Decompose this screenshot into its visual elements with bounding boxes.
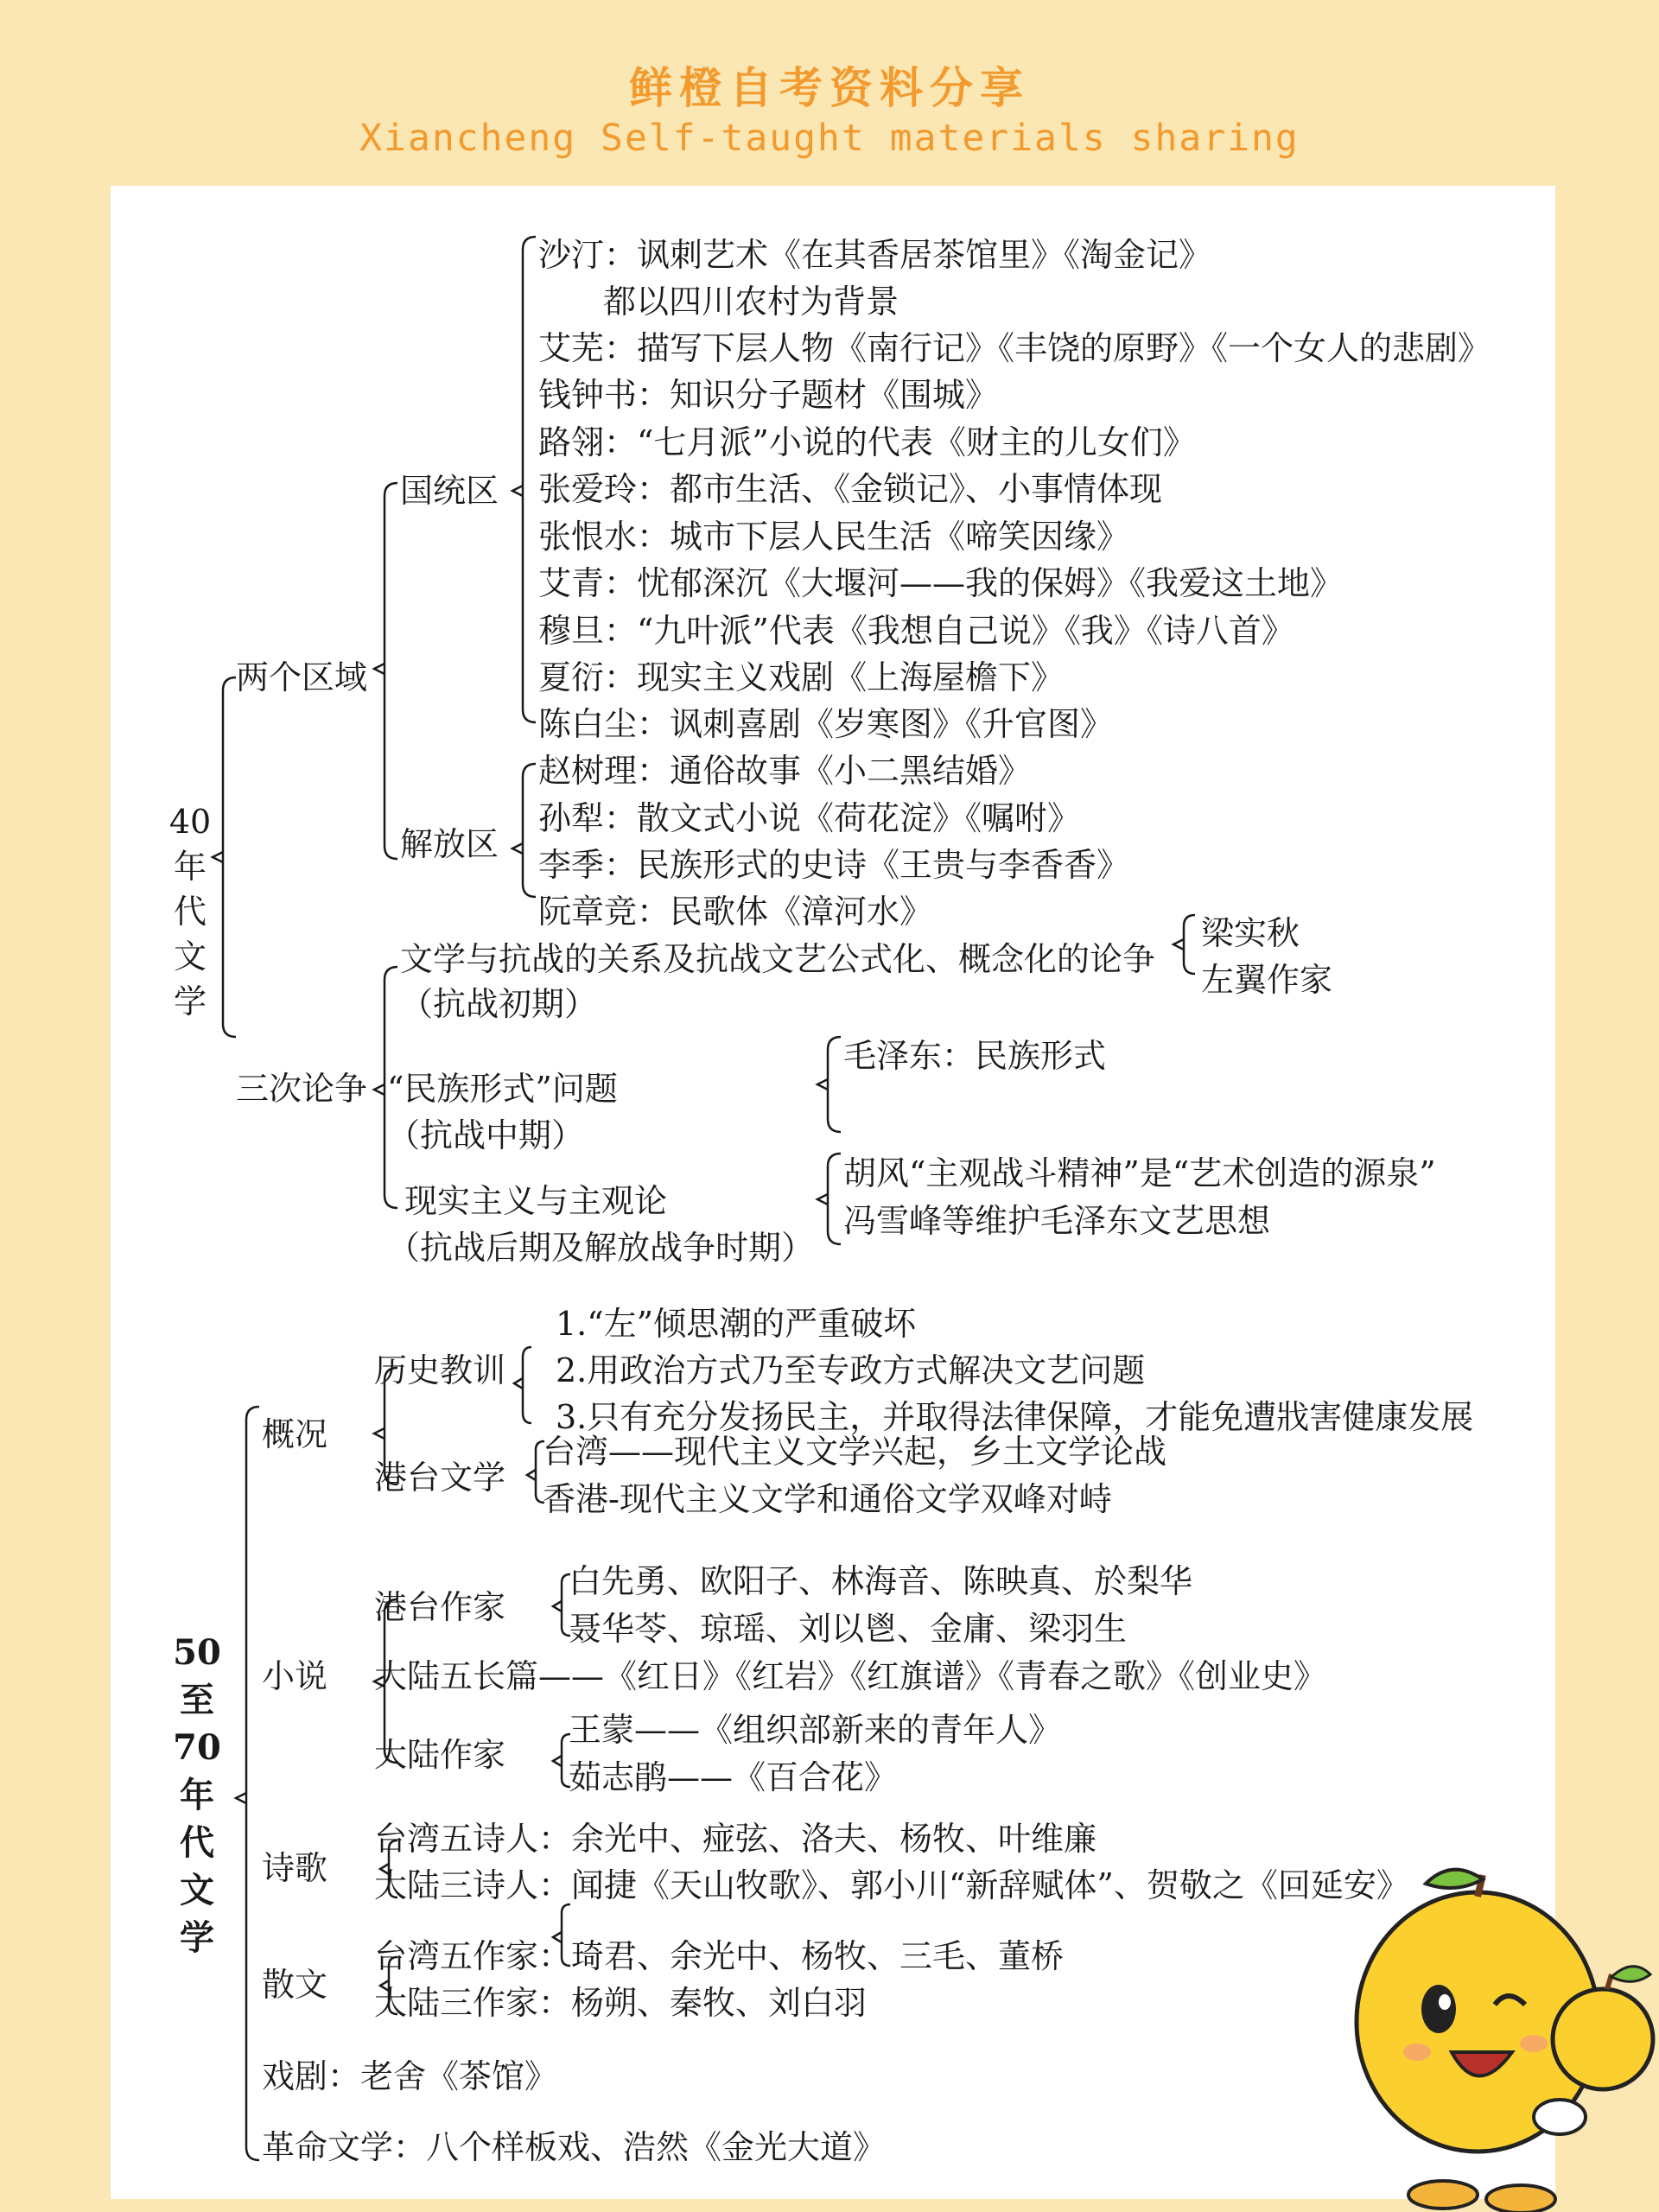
node-jfq: 解放区 [400, 825, 499, 863]
header-title: 鲜橙自考资料分享 [629, 63, 1030, 113]
debate3-note: 胡风“主观战斗精神”是“艺术创造的源泉” [843, 1154, 1436, 1192]
mainland-writers-item: 王蒙——《组织部新来的青年人》 [569, 1711, 1062, 1749]
node-hk-tw-lit: 港台文学 [374, 1459, 506, 1497]
node-hk-tw-writers: 港台作家 [374, 1588, 506, 1626]
root-40s: 40 年 代 文 学 [168, 803, 212, 1020]
node-revolution: 革命文学：八个样板戏、浩然《金光大道》 [262, 2128, 887, 2166]
node-drama: 戏剧：老舍《茶馆》 [262, 2057, 558, 2095]
gtq-item: 钱钟书：知识分子题材《围城》 [538, 376, 999, 414]
debate1-period: （抗战初期） [400, 985, 598, 1023]
mainland-writers-item: 茹志鹃——《百合花》 [569, 1758, 898, 1796]
hk-tw-lit-item: 香港-现代主义文学和通俗文学双峰对峙 [543, 1480, 1112, 1518]
debate1-side: 左翼作家 [1201, 961, 1333, 999]
hk-tw-writers-item: 白先勇、欧阳子、林海音、陈映真、於梨华 [569, 1562, 1193, 1600]
gtq-item: 沙汀：讽刺艺术《在其香居茶馆里》《淘金记》 [538, 236, 1212, 274]
debate1-title: 文学与抗战的关系及抗战文艺公式化、概念化的论争 [400, 940, 1156, 978]
node-overview: 概况 [262, 1415, 328, 1453]
hk-tw-writers-item: 聂华苓、琼瑶、刘以鬯、金庸、梁羽生 [569, 1610, 1128, 1648]
debate2-period: （抗战中期） [387, 1116, 585, 1154]
jfq-item: 赵树理：通俗故事《小二黑结婚》 [538, 752, 1032, 790]
lessons-item: 1.“左”倾思潮的严重破坏 [556, 1305, 917, 1343]
gtq-item: 路翎：“七月派”小说的代表《财主的儿女们》 [538, 423, 1196, 461]
lessons-item: 3.只有充分发扬民主，并取得法律保障，才能免遭戕害健康发展 [556, 1398, 1474, 1436]
debate3-title: 现实主义与主观论 [404, 1182, 668, 1220]
node-poetry: 诗歌 [262, 1849, 328, 1887]
node-prose: 散文 [262, 1966, 328, 2004]
lessons-item: 2.用政治方式乃至专政方式解决文艺问题 [556, 1351, 1146, 1389]
debate3-note: 冯雪峰等维护毛泽东文艺思想 [843, 1202, 1271, 1240]
debate2-title: “民族形式”问题 [387, 1070, 618, 1108]
gtq-item: 穆旦：“九叶派”代表《我想自己说》《我》《诗八首》 [538, 612, 1294, 650]
node-lessons: 历史教训 [374, 1351, 506, 1389]
node-gtq: 国统区 [400, 472, 499, 510]
prose-item: 大陆三作家：杨朔、秦牧、刘白羽 [374, 1984, 868, 2022]
debate2-note: 毛泽东：民族形式 [843, 1037, 1107, 1075]
debate3-period: （抗战后期及解放战争时期） [387, 1229, 815, 1267]
hk-tw-lit-item: 台湾——现代主义文学兴起，乡土文学论战 [543, 1433, 1167, 1471]
poetry-item: 大陆三诗人：闻捷《天山牧歌》、郭小川“新辞赋体”、贺敬之《回延安》 [374, 1866, 1409, 1904]
jfq-item: 阮章竞：民歌体《漳河水》 [538, 893, 933, 931]
orange-mascot-icon [1348, 1866, 1659, 2212]
gtq-item: 艾芜：描写下层人物《南行记》《丰饶的原野》《一个女人的悲剧》 [538, 329, 1491, 367]
gtq-item: 都以四川农村为背景 [603, 283, 899, 321]
gtq-item: 夏衍：现实主义戏剧《上海屋檐下》 [538, 658, 1065, 696]
jfq-item: 孙犁：散文式小说《荷花淀》《嘱咐》 [538, 799, 1081, 837]
mind-map-sheet [111, 186, 1555, 2199]
prose-item: 台湾五作家：琦君、余光中、杨牧、三毛、董桥 [374, 1937, 1065, 1975]
jfq-item: 李季：民族形式的史诗《王贵与李香香》 [538, 846, 1130, 884]
mainland-five-novels: 大陆五长篇——《红日》《红岩》《红旗谱》《青春之歌》《创业史》 [374, 1657, 1327, 1695]
node-debates: 三次论争 [236, 1070, 368, 1108]
gtq-item: 艾青：忧郁深沉《大堰河——我的保姆》《我爱这土地》 [538, 564, 1344, 602]
debate1-side: 梁实秋 [1201, 914, 1300, 952]
gtq-item: 张爱玲：都市生活、《金锁记》、小事情体现 [538, 470, 1163, 508]
root-50-70s: 50 至 70 年 代 文 学 [173, 1632, 221, 1958]
node-novel: 小说 [262, 1657, 328, 1695]
gtq-item: 张恨水：城市下层人民生活《啼笑因缘》 [538, 518, 1130, 556]
node-two-regions: 两个区域 [236, 658, 368, 696]
gtq-item: 陈白尘：讽刺喜剧《岁寒图》《升官图》 [538, 705, 1114, 743]
header-subtitle: Xiancheng Self-taught materials sharing [359, 117, 1300, 160]
node-mainland-writers: 大陆作家 [374, 1736, 506, 1774]
poetry-item: 台湾五诗人：余光中、痖弦、洛夫、杨牧、叶维廉 [374, 1820, 1097, 1858]
